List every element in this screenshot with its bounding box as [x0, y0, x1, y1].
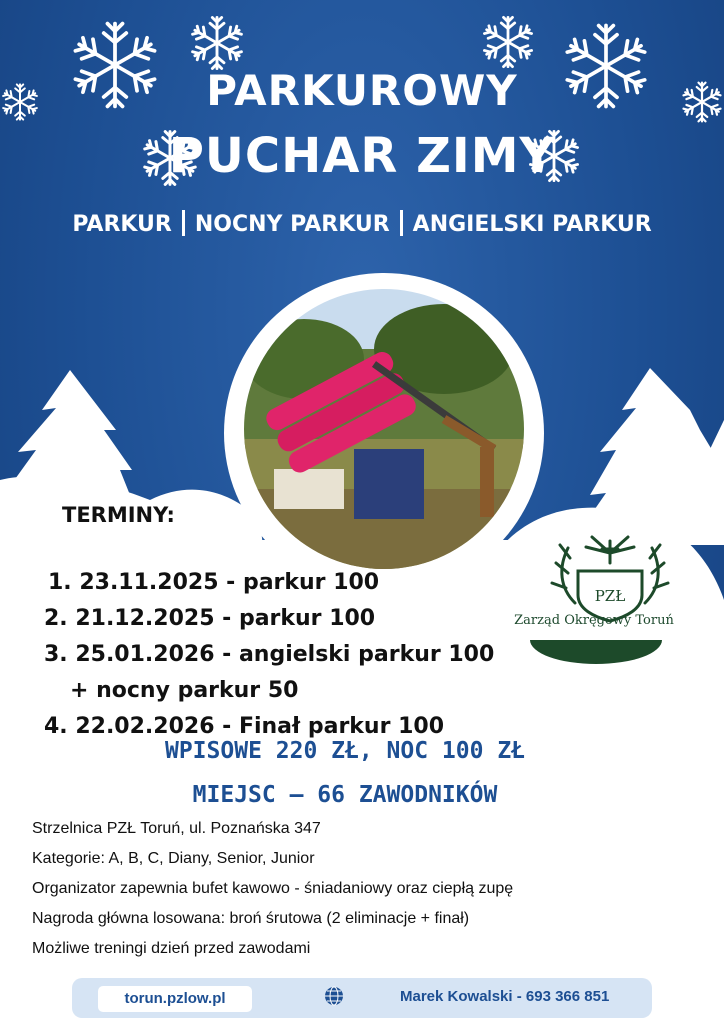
- globe-icon: [324, 986, 344, 1006]
- snowflake-icon: [188, 14, 246, 72]
- subtitle-part-nocny: NOCNY PARKUR: [194, 212, 390, 237]
- logo-caption: Zarząd Okręgowy Toruń: [514, 613, 674, 628]
- clay-thrower-photo: [244, 289, 524, 569]
- info-line-categories: Kategorie: A, B, C, Diany, Senior, Junior: [32, 850, 315, 867]
- logo-badge-text: PZŁ: [594, 587, 626, 605]
- fee-text: WPISOWE 220 ZŁ, NOC 100 ZŁ: [164, 738, 526, 764]
- snowflake-icon: [480, 14, 536, 70]
- title-line-2: PUCHAR ZIMY: [168, 128, 556, 184]
- subtitle-separator: [400, 210, 403, 236]
- subtitle: [0, 210, 724, 237]
- contact-text: Marek Kowalski - 693 366 851: [400, 988, 610, 1005]
- info-line-prize: Nagroda główna losowana: broń śrutowa (2 eliminacje + finał): [32, 910, 470, 927]
- date-item-2: 2. 21.12.2025 - parkur 100: [44, 606, 376, 631]
- date-item-3-extra: + nocny parkur 50: [70, 678, 299, 703]
- info-line-location: Strzelnica PZŁ Toruń, ul. Poznańska 347: [32, 820, 321, 837]
- subtitle-separator: [182, 210, 185, 236]
- date-item-1: 1. 23.11.2025 - parkur 100: [48, 570, 380, 595]
- terminy-heading: TERMINY:: [62, 503, 175, 527]
- info-line-training: Możliwe treningi dzień przed zawodami: [32, 940, 311, 957]
- clay-thrower-illustration: [244, 289, 524, 569]
- date-item-3: 3. 25.01.2026 - angielski parkur 100: [44, 642, 495, 667]
- title-line-1: PARKUROWY: [206, 66, 518, 115]
- places-text: MIEJSC – 66 ZAWODNIKÓW: [192, 782, 498, 808]
- footer-bar: [72, 978, 652, 1018]
- info-line-buffet: Organizator zapewnia bufet kawowo - śniadaniowy oraz ciepłą zupę: [32, 880, 514, 897]
- subtitle-part-angielski: ANGIELSKI PARKUR: [412, 212, 652, 237]
- subtitle-part-parkur: PARKUR: [72, 212, 172, 237]
- date-item-4: 4. 22.02.2026 - Finał parkur 100: [44, 714, 445, 739]
- website-link[interactable]: torun.pzlow.pl: [98, 986, 252, 1012]
